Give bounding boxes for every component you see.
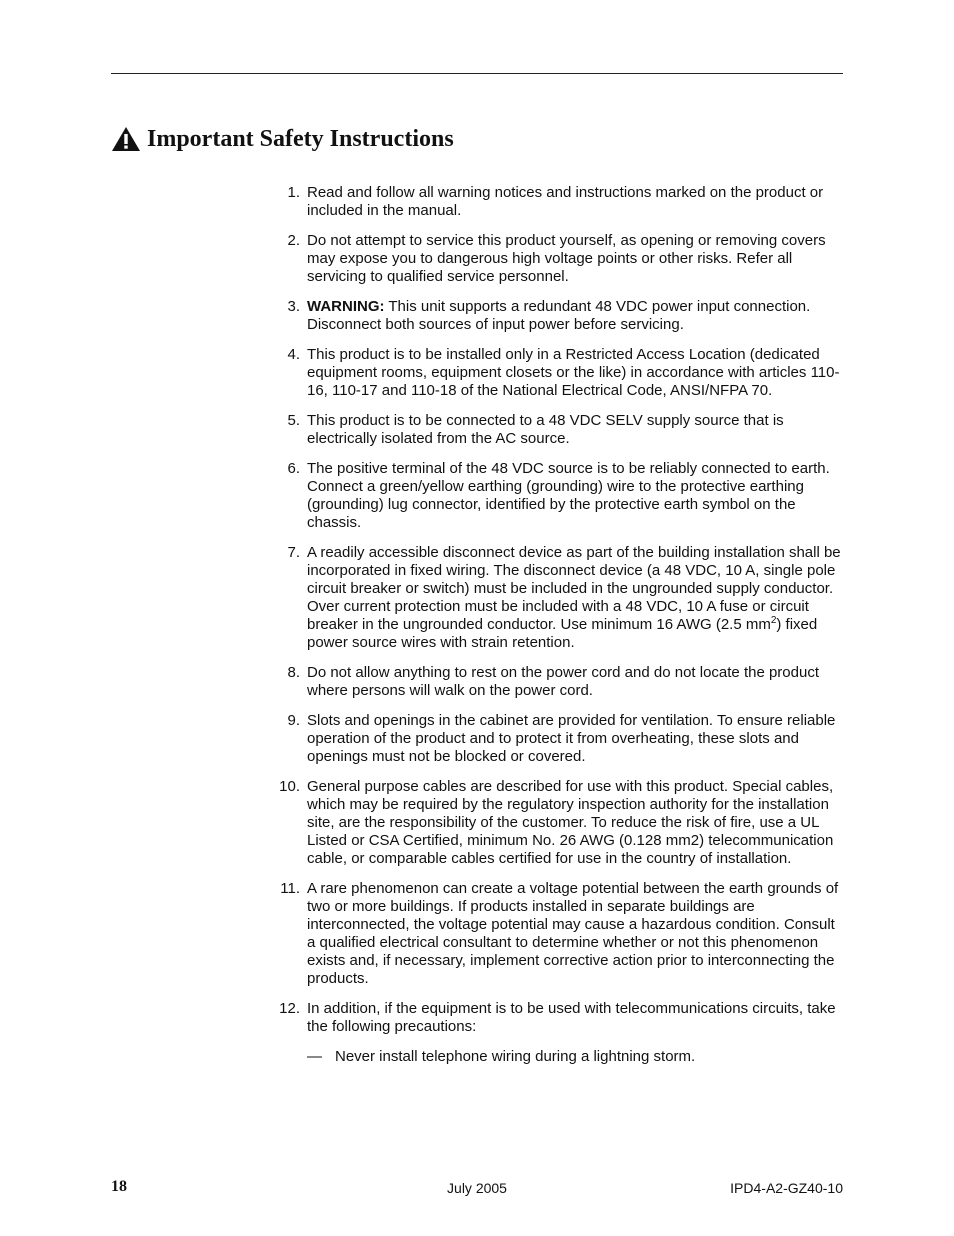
item-text: Do not allow anything to rest on the power cord and do not locate the product where persons will walk on the power cord. xyxy=(307,664,819,699)
top-rule xyxy=(111,73,843,74)
item-text-continued: ) fixed power source wires with strain retention. xyxy=(307,616,818,651)
list-item xyxy=(276,664,844,700)
item-text: This product is to be installed only in a Restricted Access Location (dedicated equipment rooms, equipment closets or the like) in accordance with articles 110-16, 110-17 and 110-18 of the National Electrical Code, ANSI/NFPA 70. xyxy=(307,346,840,399)
list-item xyxy=(276,778,844,868)
item-text: A readily accessible disconnect device as part of the building installation shall be incorporated in fixed wiring. The disconnect device (a 48 VDC, 10 A, single pole circuit breaker or switch) must be included in the ungrounded supply conductor. Over current protection must be included with a 48 VDC, 10 A fuse or circuit breaker in the ungrounded conductor. Use minimum 16 AWG (2.5 mm xyxy=(307,544,841,633)
item-number: 2. xyxy=(287,232,300,249)
dash-marker: — xyxy=(307,1048,322,1065)
item-number: 12. xyxy=(279,1000,300,1017)
item-number: 7. xyxy=(287,544,300,561)
item-number: 4. xyxy=(287,346,300,363)
item-text: In addition, if the equipment is to be used with telecommunications circuits, take the following precautions: xyxy=(307,1000,836,1035)
list-item xyxy=(276,184,844,220)
sub-item-text: Never install telephone wiring during a lightning storm. xyxy=(335,1048,696,1065)
list-item xyxy=(276,298,844,334)
item-text: This unit supports a redundant 48 VDC power input connection. Disconnect both sources of input power before servicing. xyxy=(307,298,811,333)
item-number: 10. xyxy=(279,778,300,795)
item-text: Read and follow all warning notices and instructions marked on the product or included in the manual. xyxy=(307,184,824,219)
item-text: Slots and openings in the cabinet are provided for ventilation. To ensure reliable operation of the product and to protect it from overheating, these slots and openings must not be blocked or covered. xyxy=(307,712,836,765)
warning-label: WARNING: xyxy=(307,298,385,315)
page-title xyxy=(111,121,454,157)
document-id: IPD4-A2-GZ40-10 xyxy=(730,1180,843,1196)
list-item xyxy=(276,712,844,766)
page-title-text: Important Safety Instructions xyxy=(147,125,454,152)
item-text: Do not attempt to service this product yourself, as opening or removing covers may expose you to dangerous high voltage points or other risks. Refer all servicing to qualified service personnel. xyxy=(307,232,826,285)
item-number: 5. xyxy=(287,412,300,429)
list-item xyxy=(276,412,844,448)
item-number: 6. xyxy=(287,460,300,477)
item-text: A rare phenomenon can create a voltage potential between the earth grounds of two or more buildings. If products installed in separate buildings are interconnected, the voltage potential may cause a hazardous condition. Consult a qualified electrical consultant to determine whether or not this phenomenon exists and, if necessary, implement corrective action prior to interconnecting the products. xyxy=(307,880,839,987)
list-item xyxy=(276,232,844,286)
item-number: 9. xyxy=(287,712,300,729)
list-item xyxy=(276,1000,844,1066)
list-item xyxy=(276,880,844,988)
item-number: 3. xyxy=(287,298,300,315)
sub-item xyxy=(307,1048,844,1066)
item-text: This product is to be connected to a 48 VDC SELV supply source that is electrically isolated from the AC source. xyxy=(307,412,784,447)
item-text: General purpose cables are described for use with this product. Special cables, which may be required by the regulatory inspection authority for the installation site, are the responsibility of the customer. To reduce the risk of fire, use a UL Listed or CSA Certified, minimum No. 26 AWG (0.128 mm2) telecommunication cable, or comparable cables certified for use in the country of installation. xyxy=(307,778,834,867)
list-item xyxy=(276,544,844,652)
page-number: 18 xyxy=(111,1178,127,1195)
page-footer xyxy=(111,1178,843,1198)
superscript: 2 xyxy=(770,615,777,626)
item-text: The positive terminal of the 48 VDC source is to be reliably connected to earth. Connect a green/yellow earthing (grounding) wire to the protective earthing (grounding) lug connector, identified by the protective earth symbol on the chassis. xyxy=(307,460,830,531)
footer-date: July 2005 xyxy=(447,1180,507,1196)
item-number: 11. xyxy=(280,880,300,897)
item-number: 1. xyxy=(287,184,300,201)
safety-instructions-list xyxy=(276,184,844,1078)
list-item xyxy=(276,346,844,400)
list-item xyxy=(276,460,844,532)
warning-triangle-icon xyxy=(111,126,141,152)
item-number: 8. xyxy=(287,664,300,681)
